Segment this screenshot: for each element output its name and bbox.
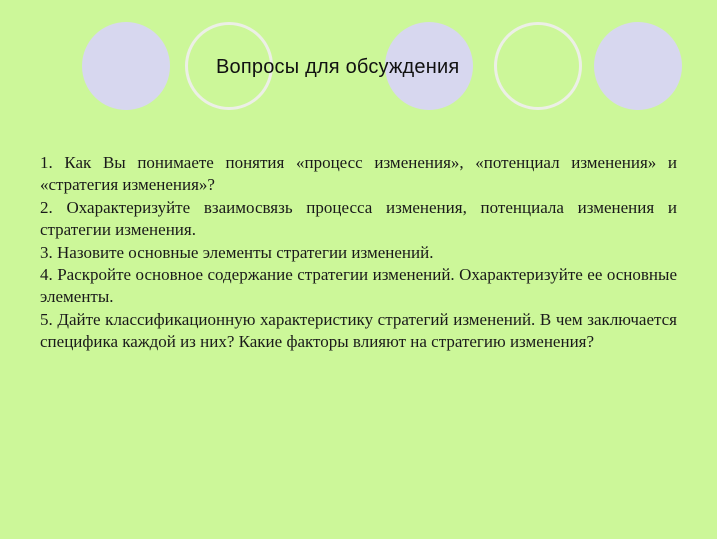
question-item: 3. Назовите основные элементы стратегии изменений.	[40, 242, 434, 262]
question-item: 4. Раскройте основное содержание стратегии изменений. Охарактеризуйте ее основные элементы.	[40, 265, 677, 307]
decorative-circle-filled	[82, 22, 170, 110]
question-item: 2. Охарактеризуйте взаимосвязь процесса изменения, потенциала изменения и стратегии изменения.	[40, 197, 677, 240]
decorative-circle-filled	[594, 22, 682, 110]
slide-title: Вопросы для обсуждения	[216, 56, 460, 78]
question-item: 5. Дайте классификационную характеристику стратегий изменений. В чем заключается специфика каждой из них? Какие факторы влияют на стратегию изменения?	[40, 309, 677, 352]
decorative-circle-ring	[494, 22, 582, 110]
question-item: 1. Как Вы понимаете понятия «процесс изменения», «потенциал изменения» и «стратегия изменения»?	[40, 153, 677, 195]
questions-list	[40, 152, 677, 354]
